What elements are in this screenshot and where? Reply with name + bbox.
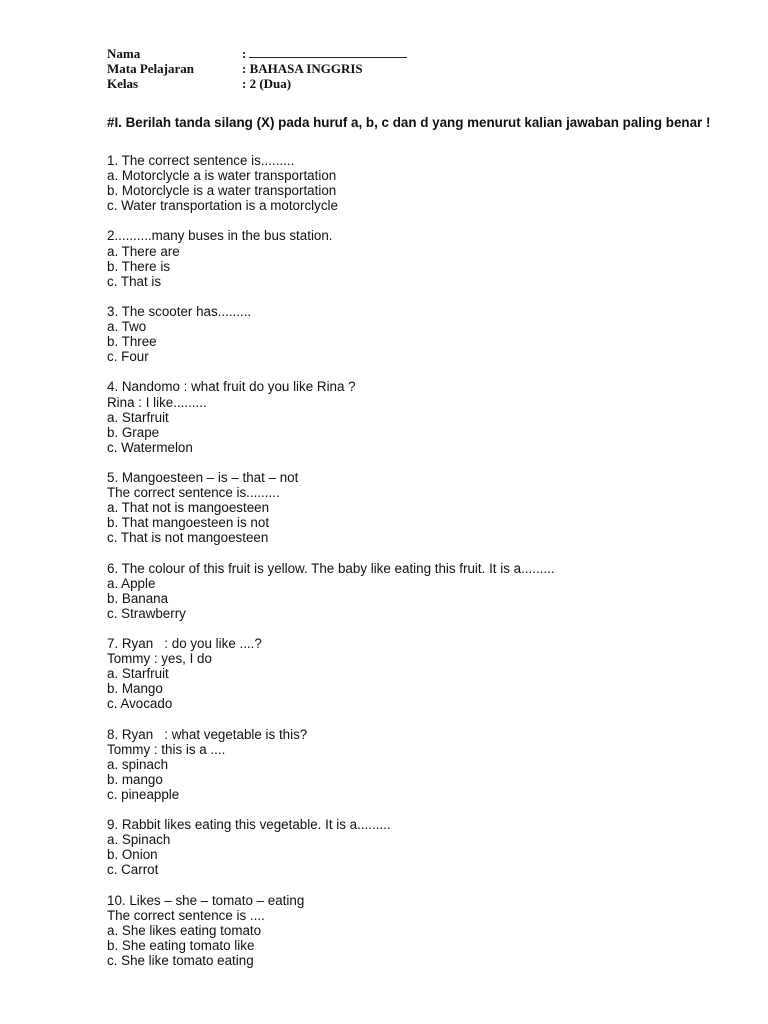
subject-label: Mata Pelajaran: [107, 61, 195, 76]
question-5: [107, 470, 555, 545]
option-c: c. Watermelon: [107, 439, 193, 455]
option-a: a. She likes eating tomato: [107, 922, 262, 938]
question-8: [107, 727, 555, 802]
option-c: c. She like tomato eating: [107, 952, 254, 968]
question-list: [107, 153, 555, 983]
option-a: a. There are: [107, 243, 180, 259]
question-text: 4. Nandomo : what fruit do you like Rina ?: [107, 379, 356, 395]
question-text: 10. Likes – she – tomato – eating: [107, 892, 305, 908]
option-a: a. spinach: [107, 756, 169, 772]
class-value: : 2 (Dua): [242, 76, 292, 91]
question-6: [107, 561, 555, 621]
option-b: b. Banana: [107, 590, 169, 606]
name-label: Nama: [107, 46, 141, 61]
question-text: 6. The colour of this fruit is yellow. The baby like eating this fruit. It is a.........: [107, 560, 555, 576]
option-c: c. Carrot: [107, 862, 159, 878]
option-c: c. Strawberry: [107, 605, 186, 621]
question-3: [107, 304, 555, 364]
option-b: b. That mangoesteen is not: [107, 515, 270, 531]
question-text: 3. The scooter has.........: [107, 303, 252, 319]
option-c: c. Avocado: [107, 696, 173, 712]
question-text: 8. Ryan : what vegetable is this?: [107, 726, 308, 742]
name-colon: :: [242, 46, 247, 61]
option-a: a. Motorclycle a is water transportation: [107, 168, 337, 184]
option-a: a. Starfruit: [107, 409, 169, 425]
option-c: c. That is not mangoesteen: [107, 530, 269, 546]
question-7: [107, 636, 555, 711]
question-text: 9. Rabbit likes eating this vegetable. It is a.........: [107, 817, 391, 833]
student-info-header: [107, 46, 407, 91]
option-a: a. Two: [107, 319, 147, 335]
name-field: [242, 46, 407, 61]
section-instruction: #I. Berilah tanda silang (X) pada huruf a, b, c dan d yang menurut kalian jawaban paling benar !: [107, 115, 711, 130]
question-text-line-2: The correct sentence is ....: [107, 907, 265, 923]
question-text-line-2: Tommy : this is a ....: [107, 741, 226, 757]
subject-value: : BAHASA INGGRIS: [242, 61, 363, 76]
option-b: b. There is: [107, 258, 171, 274]
option-c: c. Water transportation is a motorclycle: [107, 198, 338, 214]
question-text-line-2: Tommy : yes, I do: [107, 651, 212, 667]
question-2: [107, 228, 555, 288]
option-c: c. That is: [107, 273, 162, 289]
option-b: b. She eating tomato like: [107, 937, 255, 953]
option-b: b. Three: [107, 334, 157, 350]
option-b: b. Grape: [107, 424, 160, 440]
question-1: [107, 153, 555, 213]
question-text: 2..........many buses in the bus station.: [107, 228, 333, 244]
option-b: b. Onion: [107, 847, 158, 863]
option-a: a. Apple: [107, 575, 156, 591]
question-text: 5. Mangoesteen – is – that – not: [107, 469, 299, 485]
option-b: b. Motorclycle is a water transportation: [107, 183, 337, 199]
class-label: Kelas: [107, 76, 139, 91]
option-a: a. That not is mangoesteen: [107, 500, 270, 516]
option-b: b. mango: [107, 771, 163, 787]
option-c: c. Four: [107, 349, 149, 365]
question-text: 7. Ryan : do you like ....?: [107, 636, 262, 651]
name-blank-line: [249, 46, 407, 58]
subject-row: [107, 61, 407, 76]
name-row: [107, 46, 407, 61]
question-text-line-2: Rina : I like.........: [107, 394, 207, 410]
option-a: a. Spinach: [107, 832, 171, 848]
option-c: c. pineapple: [107, 786, 180, 802]
option-a: a. Starfruit: [107, 666, 169, 682]
question-10: [107, 893, 555, 968]
class-row: [107, 76, 407, 91]
question-4: [107, 379, 555, 454]
question-text-line-2: The correct sentence is.........: [107, 485, 280, 501]
option-b: b. Mango: [107, 681, 163, 697]
question-text: 1. The correct sentence is.........: [107, 153, 295, 168]
question-9: [107, 817, 555, 877]
